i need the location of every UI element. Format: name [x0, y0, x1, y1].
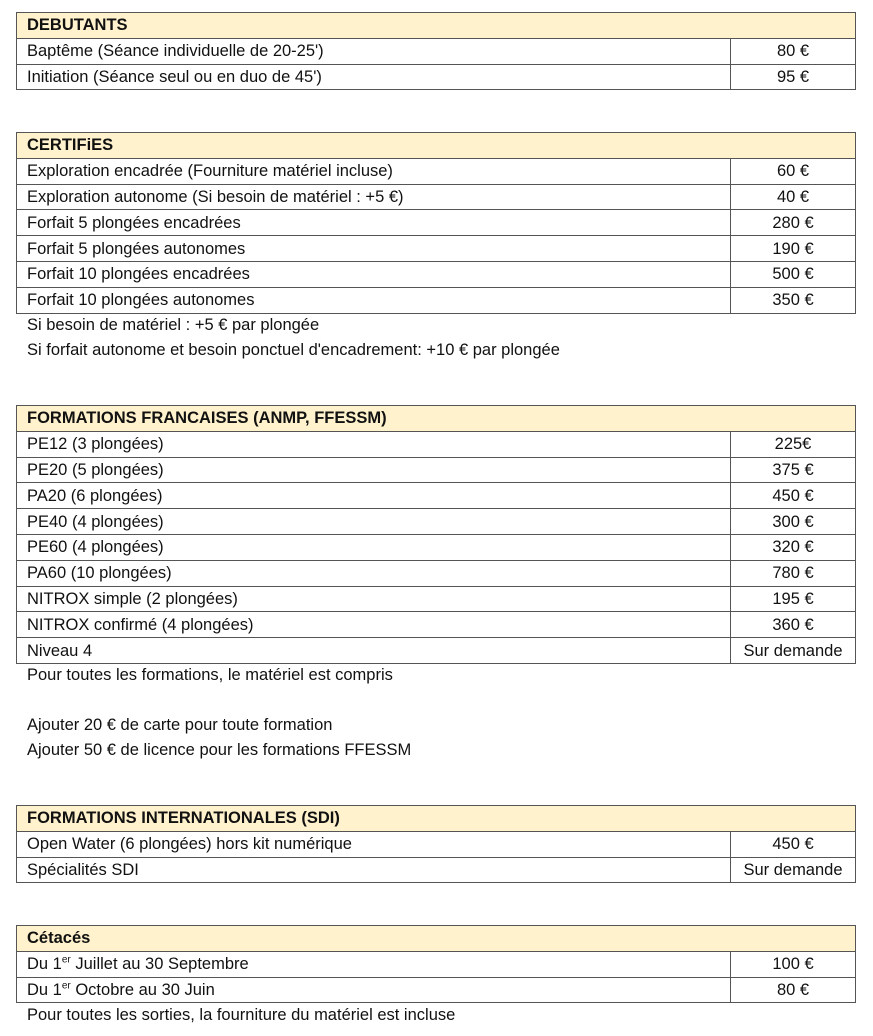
item-price: 195 € — [731, 586, 856, 612]
table-row — [17, 38, 856, 64]
table-row — [17, 483, 856, 509]
table-row — [17, 158, 856, 184]
item-price: 500 € — [731, 261, 856, 287]
item-price: 80 € — [731, 977, 856, 1003]
item-label: Exploration autonome (Si besoin de matériel : +5 €) — [17, 184, 731, 210]
note-text: Pour toutes les sorties, la fourniture du matériel est incluse — [27, 1006, 456, 1024]
note-text: Ajouter 20 € de carte pour toute formation — [27, 716, 333, 734]
table-row — [17, 534, 856, 560]
item-label: PE40 (4 plongées) — [17, 509, 731, 535]
item-price: 350 € — [731, 287, 856, 313]
item-label: Forfait 10 plongées autonomes — [17, 287, 731, 313]
item-price: 300 € — [731, 509, 856, 535]
date-suffix: Octobre au 30 Juin — [70, 980, 215, 999]
table-row — [17, 431, 856, 457]
item-label: Spécialités SDI — [17, 857, 731, 883]
item-price: 780 € — [731, 560, 856, 586]
item-label: Forfait 5 plongées autonomes — [17, 236, 731, 262]
item-price: 80 € — [731, 38, 856, 64]
section-title: DEBUTANTS — [17, 13, 856, 39]
item-price: 450 € — [731, 483, 856, 509]
item-label: Initiation (Séance seul ou en duo de 45') — [17, 64, 731, 90]
note-text: Pour toutes les formations, le matériel est compris — [27, 666, 393, 684]
item-price: 100 € — [731, 951, 856, 977]
date-prefix: Du 1 — [27, 980, 62, 999]
table-row — [17, 184, 856, 210]
cetaces-table — [16, 925, 856, 1003]
item-label: PA60 (10 plongées) — [17, 560, 731, 586]
table-row — [17, 586, 856, 612]
item-price: 60 € — [731, 158, 856, 184]
ordinal-sup: er — [61, 980, 71, 992]
item-price: 375 € — [731, 457, 856, 483]
item-price: 95 € — [731, 64, 856, 90]
formations-francaises-table — [16, 405, 856, 664]
table-row — [17, 951, 856, 977]
item-label — [17, 951, 731, 977]
table-row — [17, 612, 856, 638]
item-label: NITROX confirmé (4 plongées) — [17, 612, 731, 638]
table-row — [17, 287, 856, 313]
item-label: Baptême (Séance individuelle de 20-25') — [17, 38, 731, 64]
item-price: 40 € — [731, 184, 856, 210]
section-title: CERTIFiES — [17, 133, 856, 159]
formations-internationales-table — [16, 805, 856, 883]
item-price: 280 € — [731, 210, 856, 236]
item-price: 320 € — [731, 534, 856, 560]
note-text: Si forfait autonome et besoin ponctuel d'encadrement: +10 € par plongée — [27, 341, 560, 359]
table-row — [17, 64, 856, 90]
date-prefix: Du 1 — [27, 955, 62, 974]
table-row — [17, 857, 856, 883]
item-label: Open Water (6 plongées) hors kit numérique — [17, 831, 731, 857]
item-price: 225€ — [731, 431, 856, 457]
item-label: NITROX simple (2 plongées) — [17, 586, 731, 612]
table-row — [17, 560, 856, 586]
section-title: Cétacés — [17, 926, 856, 952]
table-row — [17, 977, 856, 1003]
item-label: Niveau 4 — [17, 638, 731, 664]
item-price: Sur demande — [731, 857, 856, 883]
table-row — [17, 831, 856, 857]
table-row — [17, 457, 856, 483]
table-row — [17, 261, 856, 287]
debutants-table — [16, 12, 856, 90]
section-title: FORMATIONS INTERNATIONALES (SDI) — [17, 806, 856, 832]
date-suffix: Juillet au 30 Septembre — [70, 955, 249, 974]
item-label: Forfait 5 plongées encadrées — [17, 210, 731, 236]
item-label: Forfait 10 plongées encadrées — [17, 261, 731, 287]
item-price: 360 € — [731, 612, 856, 638]
table-row — [17, 236, 856, 262]
ordinal-sup: er — [61, 954, 71, 966]
item-price: Sur demande — [731, 638, 856, 664]
item-label: PA20 (6 plongées) — [17, 483, 731, 509]
table-row — [17, 210, 856, 236]
note-text: Ajouter 50 € de licence pour les formations FFESSM — [27, 741, 412, 759]
note-text: Si besoin de matériel : +5 € par plongée — [27, 316, 320, 334]
item-label — [17, 977, 731, 1003]
item-label: PE20 (5 plongées) — [17, 457, 731, 483]
item-label: Exploration encadrée (Fourniture matériel incluse) — [17, 158, 731, 184]
item-price: 450 € — [731, 831, 856, 857]
table-row — [17, 638, 856, 664]
item-label: PE12 (3 plongées) — [17, 431, 731, 457]
item-label: PE60 (4 plongées) — [17, 534, 731, 560]
section-title: FORMATIONS FRANCAISES (ANMP, FFESSM) — [17, 406, 856, 432]
certifies-table — [16, 132, 856, 314]
item-price: 190 € — [731, 236, 856, 262]
table-row — [17, 509, 856, 535]
